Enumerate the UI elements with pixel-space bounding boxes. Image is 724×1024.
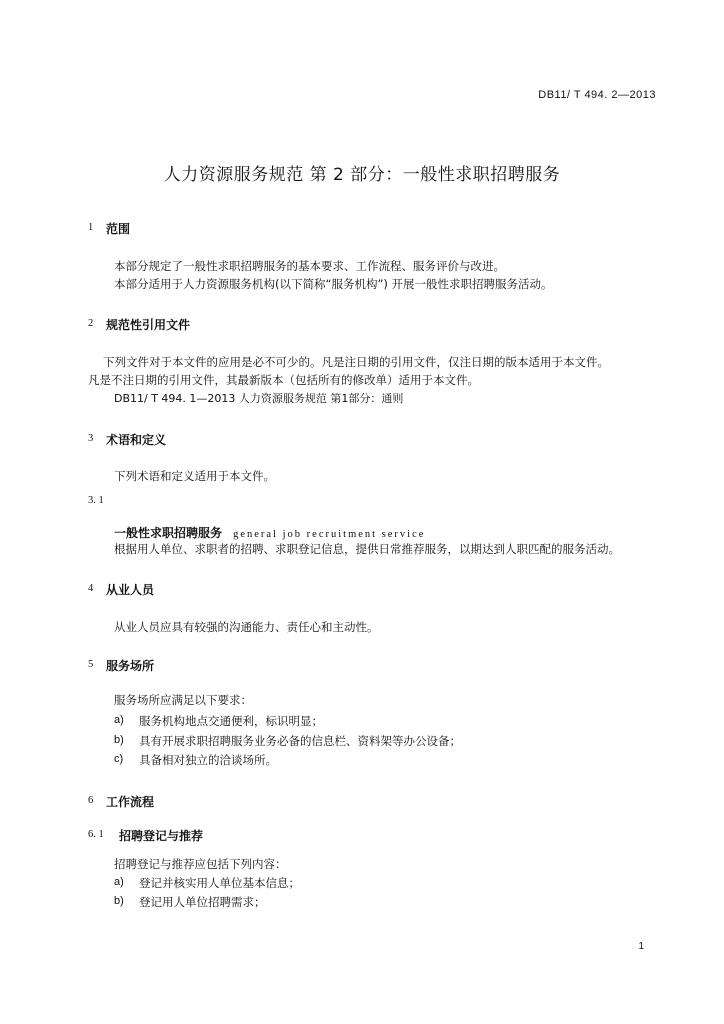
section-4-title: 从业人员 [106,583,155,597]
clause-6-1-title: 招聘登记与推荐 [119,829,204,843]
section-4-paragraph-1: 从业人员应具有较强的沟通能力、责任心和主动性。 [114,620,379,634]
clause-6-1-number: 6. 1 [88,829,104,840]
section-6-number: 6 [88,795,94,806]
term-english: general job recruitment service [233,529,426,540]
section-2-reference: DB11/ T 494. 1—2013 人力资源服务规范 第1部分：通则 [114,392,404,405]
section-3-paragraph-1: 下列术语和定义适用于本文件。 [114,469,275,483]
section-5-item-a-label: a) [114,714,124,726]
section-1-paragraph-2: 本部分适用于人力资源服务机构(以下简称“服务机构”) 开展一般性求职招聘服务活动。 [114,277,553,291]
section-5-paragraph-1: 服务场所应满足以下要求： [114,693,252,707]
clause-6-1-item-a-label: a) [114,876,124,888]
section-2-paragraph-2: 凡是不注日期的引用文件，其最新版本（包括所有的修改单）适用于本文件。 [88,373,479,387]
document-title: 人力资源服务规范 第 2 部分：一般性求职招聘服务 [163,165,561,185]
clause-3-1-number: 3. 1 [88,495,104,506]
section-6-title: 工作流程 [106,795,155,809]
clause-3-1-term [114,522,425,541]
section-5-item-a-text: 服务机构地点交通便利，标识明显； [139,714,323,728]
section-1-number: 1 [88,222,94,233]
section-2-title: 规范性引用文件 [106,318,191,332]
section-5-title: 服务场所 [106,659,155,673]
clause-3-1-definition: 根据用人单位、求职者的招聘、求职登记信息，提供日常推荐服务，以期达到人职匹配的服务活动。 [114,542,620,556]
section-2-number: 2 [88,318,94,329]
section-1-title: 范围 [106,222,131,236]
section-3-number: 3 [88,433,94,444]
clause-6-1-item-b-text: 登记用人单位招聘需求； [139,895,266,909]
term-chinese: 一般性求职招聘服务 [114,526,223,540]
section-5-item-b-label: b) [114,734,124,746]
section-1-paragraph-1: 本部分规定了一般性求职招聘服务的基本要求、工作流程、服务评价与改进。 [114,259,505,273]
section-5-item-b-text: 具有开展求职招聘服务业务必备的信息栏、资料架等办公设备； [139,734,461,748]
clause-6-1-paragraph-1: 招聘登记与推荐应包括下列内容： [114,857,287,871]
section-2-paragraph-1: 下列文件对于本文件的应用是必不可少的。凡是注日期的引用文件，仅注日期的版本适用于本文件。 [103,355,609,369]
section-5-item-c-label: c) [114,753,124,765]
clause-6-1-item-a-text: 登记并核实用人单位基本信息； [139,876,300,890]
section-5-number: 5 [88,659,94,670]
standard-id: DB11/ T 494. 2—2013 [538,89,656,101]
section-5-item-c-text: 具备相对独立的洽谈场所。 [139,753,277,767]
section-4-number: 4 [88,583,94,594]
section-3-title: 术语和定义 [106,433,167,447]
page-number: 1 [638,941,644,952]
clause-6-1-item-b-label: b) [114,895,124,907]
